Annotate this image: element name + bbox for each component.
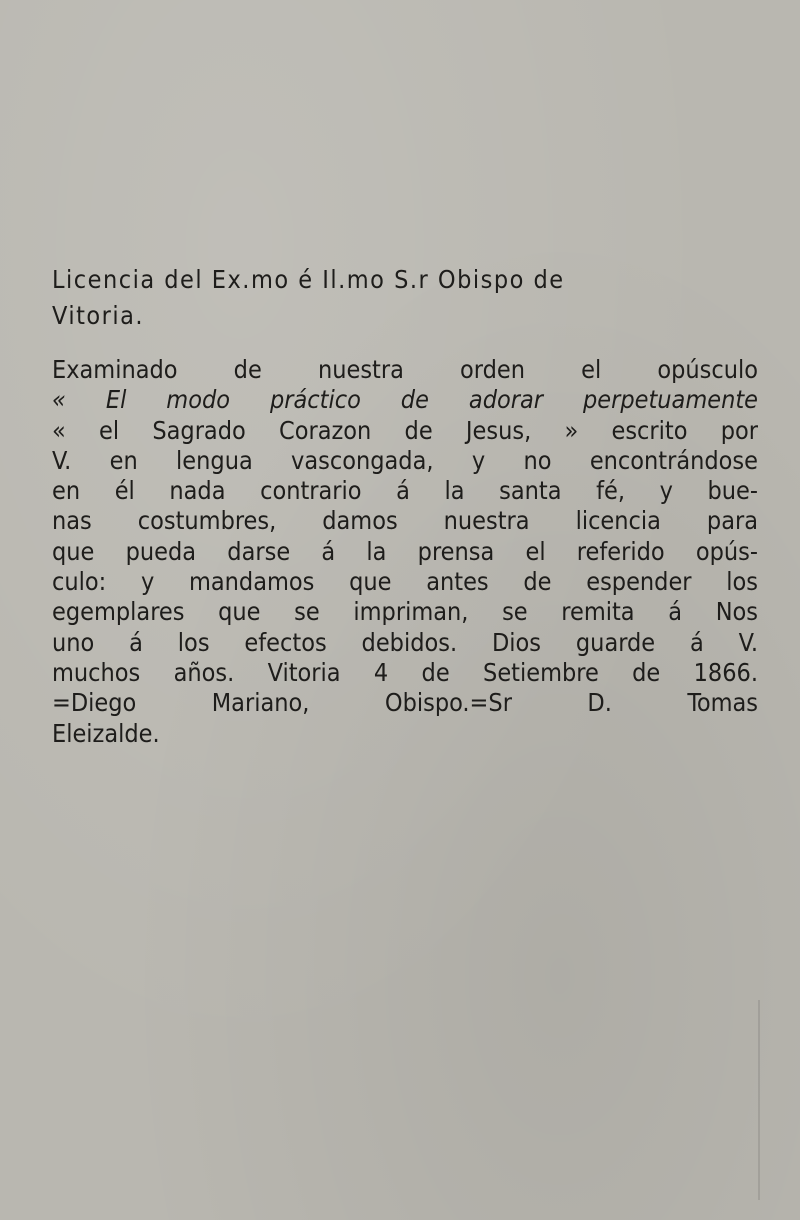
heading-line-1: Licencia del Ex.mo é Il.mo S.r Obispo de [52, 265, 565, 294]
text-line: « El modo práctico de adorar perpetuamente [52, 385, 758, 415]
show-through-bleed [150, 130, 510, 220]
heading-line-2: Vitoria. [52, 301, 145, 330]
text-line: « el Sagrado Corazon de Jesus, » escrito por [52, 415, 758, 445]
text-line: egemplares que se impriman, se remita á Nos [52, 597, 758, 627]
text-line: en él nada contrario á la santa fé, y bue- [52, 476, 758, 506]
license-text [52, 355, 758, 749]
text-line: V. en lengua vascongada, y no encontrándose [52, 445, 758, 475]
text-line: nas costumbres, damos nuestra licencia para [52, 506, 758, 536]
text-line: Examinado de nuestra orden el opúsculo [52, 355, 758, 384]
text-line: culo: y mandamos que antes de espender los [52, 567, 758, 597]
text-line: muchos años. Vitoria 4 de Setiembre de 1866. [52, 657, 758, 687]
text-line: que pueda darse á la prensa el referido opús- [52, 536, 758, 566]
text-line: uno á los efectos debidos. Dios guarde á V. [52, 627, 758, 657]
text-line: =Diego Mariano, Obispo.=Sr D. Tomas [52, 688, 758, 718]
text-line: Eleizalde. [52, 718, 160, 748]
paper-crease [758, 1000, 760, 1200]
license-heading [52, 262, 752, 334]
